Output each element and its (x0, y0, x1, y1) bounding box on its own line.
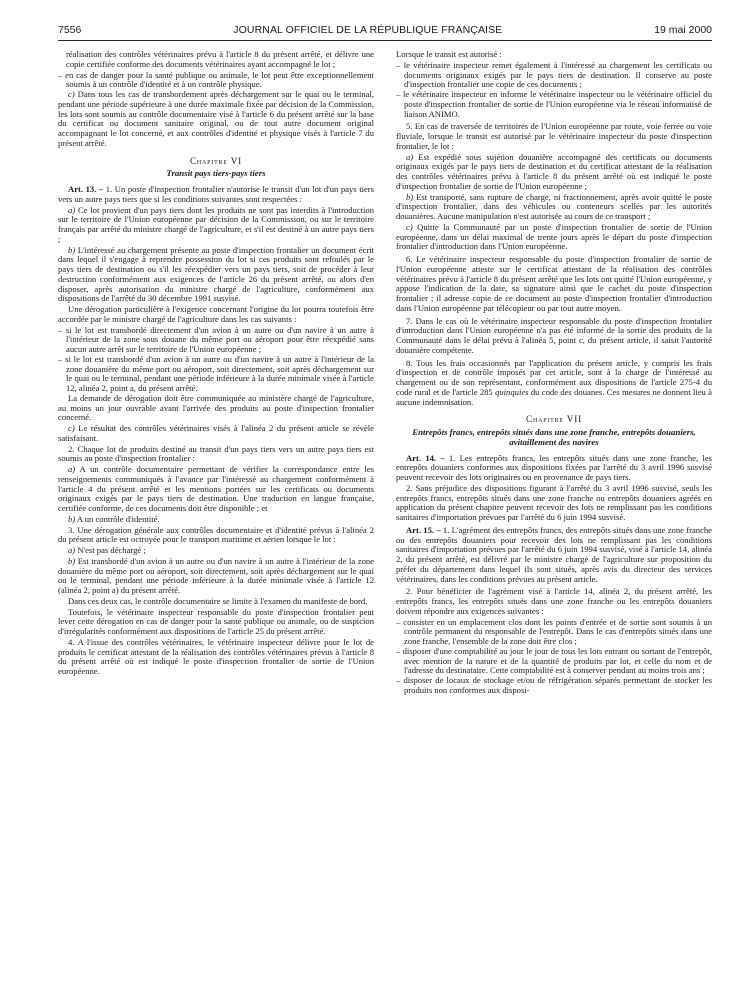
list-item: – le vétérinaire inspecteur en informe le vétérinaire inspecteur ou le vétérinaire officiel du poste d'inspection frontalier de sortie de l'Union européenne via le réseau informatisé de liaison ANIMO. (396, 89, 712, 119)
paragraph: 2. Pour bénéficier de l'agrément visé à l'article 14, alinéa 2, du présent arrêté, les entrepôts francs, les entrepôts situés dans une zone franche ou les entrepôts douaniers doivent répondre aux exigences suivantes : (396, 586, 712, 616)
paragraph: 4. A l'issue des contrôles vétérinaires, le vétérinaire inspecteur délivre pour le lot de produits le certificat attestant de la réalisation des contrôles vétérinaires prévus à l'article 8 du présent arrêté où est indiqué le poste d'inspection frontalier de sortie de l'Union européenne. (58, 636, 374, 676)
paragraph: b) L'intéressé au chargement présente au poste d'inspection frontalier un document écrit dans lequel il s'engage à reprendre possession du lot si ces produits sont refoulés par le pays tiers de destination ou s'il les réexpédier vers un pays tiers, soit de procéder à leur destruction conformément aux exigences de l'article 26 du présent arrêté, ou alors d'en disposer, après autorisation du ministre chargé de l'agriculture, conformément aux dispositions de l'arrêté du 30 décembre 1991 susvisé. (58, 244, 374, 304)
list-item: – si le lot est transbordé directement d'un avion à un autre ou d'un navire à un autre à l'intérieur de la zone sous douane du même port ou aéroport pour être réexpédié sans aucun autre arrêt sur le territoire de l'Union européenne ; (58, 324, 374, 354)
left-column (58, 50, 374, 696)
article-15: Art. 15. – 1. L'agrément des entrepôts francs, des entrepôts situés dans une zone franche ou des entrepôts douaniers pour recevoir des lots ne remplissant pas les conditions sanitaires d'importation prévues par l'arrêté du 6 juin 1994 susvisé, visé à l'article 14, alinéa 2, du présent arrêté, est délivré par le ministre chargé de l'agriculture sur proposition du préfet du département dans lequel ils sont situés, après avis du directeur des services vétérinaires, dans les conditions prévues au présent article. (396, 524, 712, 584)
chapter-heading: Chapitre VI (189, 155, 243, 166)
paragraph: 5. En cas de traversée de territoires de l'Union européenne par route, voie ferrée ou voie fluviale, lorsque le transit est autorisé par le vétérinaire inspecteur du poste d'inspection frontalier, le lot : (396, 121, 712, 151)
chapter-title: Entrepôts francs, entrepôts situés dans une zone franche, entrepôts douaniers, avitaillement des navires (412, 427, 696, 447)
paragraph: 8. Tous les frais occasionnés par l'application du présent article, y compris les frais d'inspection et de contrôle imposés par cet article, sont à la charge de l'intéressé au chargement ou de son représentant, conformément aux dispositions de l'article 275-4 du code rural et de l'article 285 quinquies du code des douanes. Ces mesures ne donnent lieu à aucune indemnisation. (396, 357, 712, 407)
page-header (58, 24, 712, 41)
paragraph: Toutefois, le vétérinaire inspecteur responsable du poste d'inspection frontalier peut lever cette dérogation en cas de danger pour la santé publique ou animale, ou de suspicion d'irrégularités conformément aux dispositions de l'article 25 du présent arrêté. (58, 606, 374, 636)
paragraph: Lorsque le transit est autorisé : (396, 49, 502, 59)
journal-title: JOURNAL OFFICIEL DE LA RÉPUBLIQUE FRANÇAISE (233, 24, 503, 36)
paragraph: b) A un contrôle d'identité. (68, 513, 160, 524)
paragraph: 7. Dans le cas où le vétérinaire inspecteur responsable du poste d'inspection frontalier d'introduction dans l'Union européenne n'a pas été informé de la sortie des produits de la Communauté dans le délai prévu à l'alinéa 5, point c, du présent article, il saisit l'autorité douanière compétente. (396, 315, 712, 355)
chapter-heading: Chapitre VII (526, 414, 582, 425)
paragraph: b) Est transbordé d'un avion à un autre ou d'un navire à un autre à l'intérieur de la zone douanière du même port ou aéroport, soit directement, soit après déchargement sur le quai ou le terminal, pendant une période inférieure à la durée minimale visée à l'article 12 (alinéa 2, point a) du présent arrêté. (58, 555, 374, 595)
page-number: 7556 (58, 24, 82, 36)
list-item: – en cas de danger pour la santé publique ou animale, le lot peut être exceptionnellement soumis à un contrôle d'identité et à un contrôle physique. (58, 69, 374, 90)
article-14: Art. 14. – 1. Les entrepôts francs, les entrepôts situés dans une zone franche, les entrepôts douaniers conformes aux dispositions fixées par l'arrêté du 3 avril 1996 susvisé peuvent recevoir des lots originaires ou en provenance de pays tiers. (396, 452, 712, 482)
paragraph: 3. Une dérogation générale aux contrôles documentaire et d'identité prévus à l'alinéa 2 du présent article est octroyée pour le transport maritime et aérien lorsque le lot : (58, 524, 374, 545)
paragraph: c) Dans tous les cas de transbordement après déchargement sur le quai ou le terminal, pendant une période supérieure à une durée maximale fixée par décision de la Commission, les lots sont soumis au contrôle documentaire visé à l'article 6 du présent arrêté sur la base du certificat ou document sanitaire original, ou de tout autre document original accompagnant le lot concerné, et aux contrôles d'identité et physique visés à l'article 7 du présent arrêté. (58, 89, 374, 148)
paragraph: b) Est transporté, sans rupture de charge, ni fractionnement, après avoir quitté le poste d'inspection frontalier, dans des véhicules ou conteneurs scellés par les autorités douanières. Aucune manipulation n'est autorisée au cours de ce transport ; (396, 191, 712, 221)
paragraph: 2. Chaque lot de produits destiné au transit d'un pays tiers vers un autre pays tiers est soumis au poste d'inspection frontalier : (58, 443, 374, 464)
paragraph: Une dérogation particulière à l'exigence concernant l'origine du lot pourra toutefois être accordée par le ministre chargé de l'agriculture dans les cas suivants : (58, 304, 374, 324)
paragraph: a) A un contrôle documentaire permettant de vérifier la correspondance entre les renseignements communiqués à l'avance par l'intéressé au chargement conformément à l'article 4 du présent arrêté et les mentions portées sur les certificats ou documents originaux exigés par le pays tiers de destination. Une traduction en langue française, certifiée conforme, de ces documents doit être disponible ; et (58, 464, 374, 513)
paragraph: c) Le résultat des contrôles vétérinaires visés à l'alinéa 2 du présent article se révèle satisfaisant. (58, 423, 374, 443)
issue-date: 19 mai 2000 (654, 24, 712, 36)
paragraph: réalisation des contrôles vétérinaires prévu à l'article 8 du présent arrêté, et délivre une copie certifiée conforme des documents vétérinaires ayant accompagné le lot ; (66, 49, 374, 69)
paragraph: 2. Sans préjudice des dispositions figurant à l'arrêté du 3 avril 1996 susvisé, seuls les entrepôts francs, entrepôts situés dans une zone franche ou entrepôts douaniers agréés en application du présent chapitre peuvent recevoir des lots ne remplissant pas les conditions sanitaires d'importation prévues par l'arrêté du 6 juin 1994 susvisé. (396, 482, 712, 522)
paragraph: c) Quitte la Communauté par un poste d'inspection frontalier de sortie de l'Union européenne, dans un délai maximal de trente jours après le départ du poste d'inspection frontalier d'introduction dans l'Union européenne. (396, 221, 712, 252)
list-item: – si le lot est transbordé d'un avion à un autre ou d'un navire à un autre à l'intérieur de la zone douanière du même port ou aéroport, soit directement, soit après déchargement sur le quai ou le terminal, pendant une période inférieure à la durée minimale visée à l'article 12, alinéa 2, point a, du présent arrêté. (58, 353, 374, 393)
list-item: – disposer d'une comptabilité au jour le jour de tous les lots entrant ou sortant de l'entrepôt, avec mention de la nature et de la quantité de produits par lot, et celle du nom et de l'adresse du destinataire. Cette comptabilité est à conserver pendant au moins trois ans ; (396, 645, 712, 676)
paragraph: a) Ce lot provient d'un pays tiers dont les produits ne sont pas interdits à l'introduction sur le territoire de l'Union européenne par décision de la Commission, ou sur le territoire français par arrêté du ministre chargé de l'agriculture, et s'il est destiné à un autre pays tiers ; (58, 204, 374, 244)
list-item: – consister en un emplacement clos dont les points d'entrée et de sortie sont soumis à un contrôle permanent du responsable de l'entrepôt. Dans le cas d'entrepôts situés dans une zone franche, l'ensemble de la zone doit être clos ; (396, 616, 712, 646)
right-column (396, 50, 712, 696)
chapter-title: Transit pays tiers-pays tiers (166, 168, 266, 179)
paragraph: a) Est expédié sous sujétion douanière accompagné des certificats ou documents originaux exigés par le pays tiers de destination et du certificat attestant de la réalisation des contrôles vétérinaires prévu à l'article 8 du présent arrêté où est indiqué le poste d'inspection frontalier de sortie de l'Union européenne ; (396, 151, 712, 191)
list-item: – le vétérinaire inspecteur remet également à l'intéressé au chargement les certificats ou documents originaux exigés par le pays tiers de destination. Il conserve au poste d'inspection frontalier une copie de ces documents ; (396, 59, 712, 90)
list-item: – disposer de locaux de stockage et/ou de réfrigération séparés permettant de stocker les produits non conformes aux disposi- (396, 675, 712, 695)
paragraph: La demande de dérogation doit être communiquée au ministère chargé de l'agriculture, au moins un jour ouvrable avant l'arrivée des produits au poste d'inspection frontalier concerné. (58, 392, 374, 423)
article-13: Art. 13. – 1. Un poste d'inspection frontalier n'autorise le transit d'un lot d'un pays tiers vers un autre pays tiers que si les conditions suivantes sont respectées : (58, 184, 374, 204)
paragraph: 6. Le vétérinaire inspecteur responsable du poste d'inspection frontalier de sortie de l'Union européenne atteste sur le certificat attestant de la réalisation des contrôles vétérinaires prévu à l'article 8 du présent arrêté que les lots ont quitté l'Union européenne, y appose l'indication de la date, sa signature ainsi que le cachet du poste d'inspection frontalier ; il adresse copie de ce document au poste d'inspection frontalier d'introduction dans l'Union européenne par télécopieur ou par tout autre moyen. (396, 254, 712, 313)
paragraph: a) N'est pas déchargé ; (68, 545, 146, 555)
paragraph: Dans ces deux cas, le contrôle documentaire se limite à l'examen du manifeste de bord. (68, 595, 368, 606)
